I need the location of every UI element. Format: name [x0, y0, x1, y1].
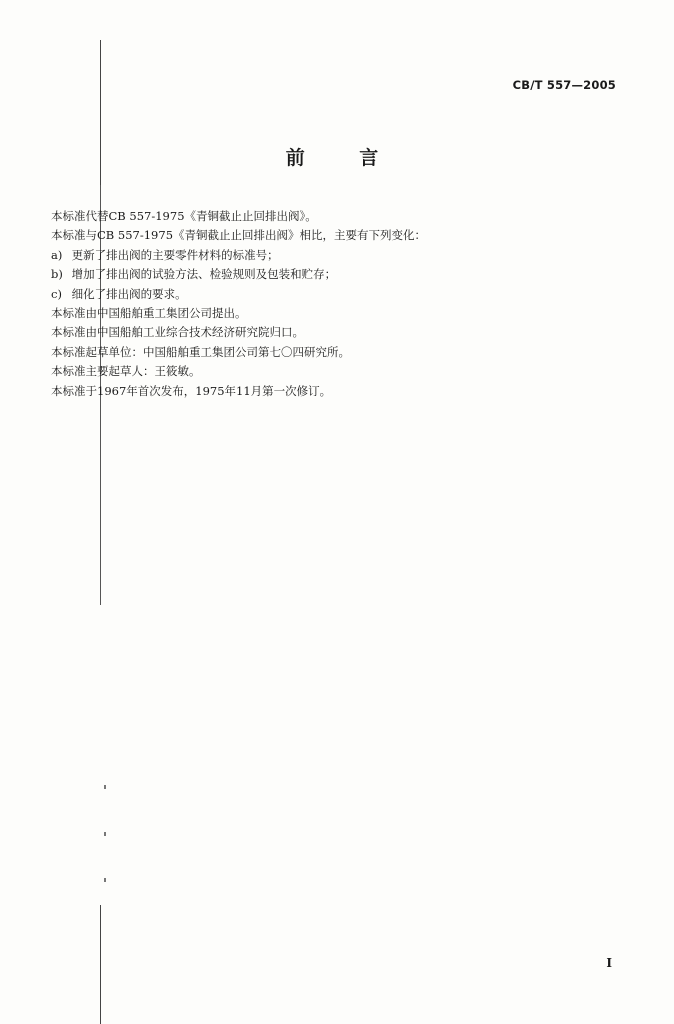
paragraph: 本标准由中国船舶工业综合技术经济研究院归口。	[51, 325, 304, 340]
list-item-text: 增加了排出阀的试验方法、检验规则及包装和贮存；	[71, 267, 337, 282]
change-item	[51, 246, 631, 265]
binding-hole-mark	[104, 785, 106, 789]
list-marker: c)	[51, 286, 62, 301]
paragraph: 本标准主要起草人：王筱敏。	[51, 364, 201, 379]
paragraph: 本标准由中国船舶重工集团公司提出。	[51, 306, 247, 321]
page-title: 前 言	[285, 147, 403, 169]
paragraph: 本标准起草单位：中国船舶重工集团公司第七〇四研究所。	[51, 344, 350, 359]
list-marker: b)	[51, 267, 63, 282]
binding-margin-line	[100, 905, 101, 1024]
list-item-text: 更新了排出阀的主要零件材料的标准号；	[71, 247, 279, 262]
paragraph: 本标准与CB 557-1975《青铜截止止回排出阀》相比，主要有下列变化：	[51, 228, 427, 243]
paragraph: 本标准代替CB 557-1975《青铜截止止回排出阀》。	[51, 209, 317, 223]
standard-code: CB/T 557—2005	[512, 78, 616, 92]
page-number: I	[606, 956, 612, 970]
list-item-text: 细化了排出阀的要求。	[71, 286, 187, 301]
binding-hole-mark	[104, 878, 106, 882]
change-item	[51, 285, 631, 304]
binding-hole-mark	[104, 832, 106, 836]
paragraph: 本标准于1967年首次发布，1975年11月第一次修订。	[51, 383, 332, 398]
foreword-body	[51, 207, 631, 401]
change-item	[51, 265, 631, 284]
list-marker: a)	[51, 247, 63, 262]
